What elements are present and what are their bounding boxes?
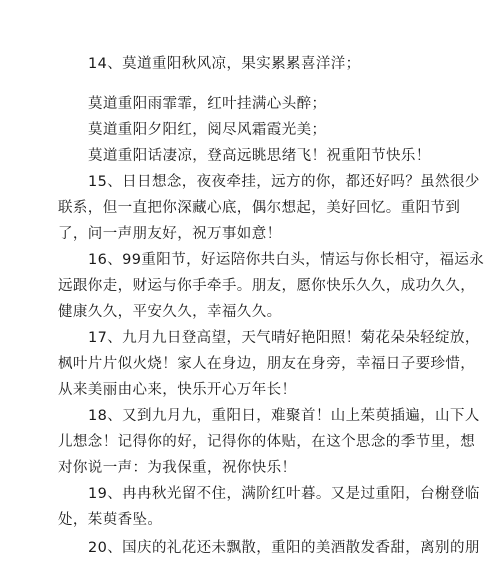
text-line-12: 枫叶片片似火烧！家人在身边，朋友在身旁，幸福日子要珍惜， bbox=[58, 356, 476, 372]
text-line-15: 儿想念！记得你的好，记得你的体贴，在这个思念的季节里，想 bbox=[58, 434, 476, 450]
text-line-13: 从来美丽由心来，快乐开心万年长！ bbox=[58, 382, 297, 398]
text-line-1: 14、莫道重阳秋风凉，果实累累喜洋洋； bbox=[88, 56, 361, 72]
text-line-6: 联系，但一直把你深藏心底，偶尔想起，美好回忆。重阳节到 bbox=[58, 200, 461, 216]
text-line-9: 远跟你走，财运与你手牵手。朋友，愿你快乐久久，成功久久， bbox=[58, 278, 476, 294]
text-line-8: 16、99重阳节，好运陪你共白头，情运与你长相守，福运永 bbox=[88, 252, 485, 268]
text-line-10: 健康久久，平安久久，幸福久久。 bbox=[58, 304, 282, 320]
text-line-17: 19、冉冉秋光留不住，满阶红叶暮。又是过重阳，台榭登临 bbox=[88, 486, 480, 502]
text-line-16: 对你说一声：为我保重，祝你快乐！ bbox=[58, 460, 297, 476]
text-line-14: 18、又到九月九，重阳日，难聚首！山上茱萸插遍，山下人 bbox=[88, 408, 480, 424]
text-line-19: 20、国庆的礼花还未飘散，重阳的美酒散发香甜，离别的朋 bbox=[88, 540, 480, 556]
text-line-7: 了，问一声朋友好，祝万事如意！ bbox=[58, 226, 282, 242]
text-line-3: 莫道重阳夕阳红，阅尽风霜霞光美； bbox=[88, 122, 327, 138]
text-line-5: 15、日日想念，夜夜牵挂，远方的你，都还好吗？虽然很少 bbox=[88, 174, 480, 190]
text-line-2: 莫道重阳雨霏霏，红叶挂满心头醉； bbox=[88, 96, 327, 112]
text-line-11: 17、九月九日登高望，天气晴好艳阳照！菊花朵朵轻绽放， bbox=[88, 330, 480, 346]
text-line-4: 莫道重阳话凄凉，登高远眺思绪飞！祝重阳节快乐！ bbox=[88, 148, 431, 164]
text-line-18: 处，茱萸香坠。 bbox=[58, 512, 163, 528]
